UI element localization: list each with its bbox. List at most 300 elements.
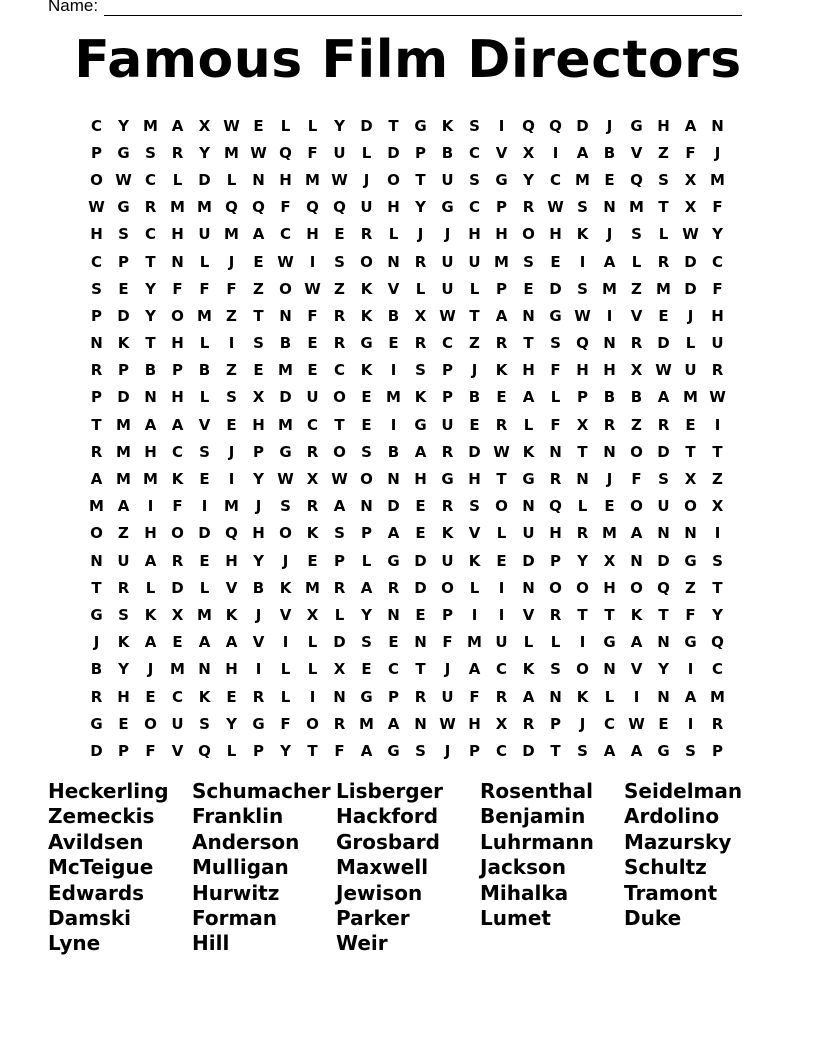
grid-letter: H (171, 388, 184, 407)
grid-letter: A (333, 497, 346, 516)
grid-letter: M (305, 170, 320, 189)
grid-row (83, 547, 731, 574)
grid-letter: I (579, 633, 586, 652)
grid-letter: N (252, 170, 265, 189)
grid-letter: H (225, 551, 238, 570)
grid-letter: J (444, 741, 451, 760)
grid-letter: A (387, 714, 400, 733)
grid-letter: W (655, 361, 672, 380)
grid-letter: N (333, 687, 346, 706)
grid-letter: T (469, 306, 480, 325)
grid-letter: N (198, 660, 211, 679)
grid-letter: A (522, 388, 535, 407)
grid-letter: D (279, 388, 292, 407)
name-field[interactable] (48, 0, 742, 16)
grid-letter: W (547, 198, 564, 217)
grid-letter: L (415, 279, 426, 298)
word-column (624, 779, 768, 957)
grid-letter: S (685, 741, 696, 760)
grid-letter: B (603, 388, 616, 407)
grid-letter: N (549, 687, 562, 706)
grid-letter: Y (145, 306, 156, 325)
grid-letter: G (441, 470, 454, 489)
grid-letter: P (91, 306, 102, 325)
grid-letter: Z (226, 361, 237, 380)
grid-letter: K (117, 633, 130, 652)
grid-letter: V (171, 741, 184, 760)
grid-letter: C (441, 334, 453, 353)
grid-letter: D (576, 116, 589, 135)
grid-letter: T (91, 415, 102, 434)
grid-letter: O (522, 225, 535, 244)
grid-letter: I (552, 143, 559, 162)
grid-letter: G (522, 470, 535, 489)
grid-letter: I (471, 605, 478, 624)
word-list (48, 779, 768, 957)
word-item: Seidelman (624, 779, 743, 803)
grid-letter: N (522, 578, 535, 597)
grid-letter: A (684, 687, 697, 706)
grid-letter: D (414, 551, 427, 570)
grid-letter: C (711, 252, 723, 271)
grid-letter: C (333, 361, 345, 380)
grid-letter: Y (253, 551, 264, 570)
grid-letter: M (602, 524, 617, 543)
grid-letter: T (658, 198, 669, 217)
grid-letter: H (549, 225, 562, 244)
grid-letter: V (522, 605, 535, 624)
grid-letter: L (577, 497, 588, 516)
grid-letter: R (333, 578, 346, 597)
grid-letter: S (469, 170, 480, 189)
word-item: Duke (624, 905, 682, 930)
grid-row (83, 683, 731, 710)
grid-letter: Y (334, 116, 345, 135)
grid-letter: A (684, 116, 697, 135)
grid-letter: R (144, 198, 157, 217)
word-column (48, 779, 192, 957)
grid-letter: M (170, 198, 185, 217)
grid-letter: D (414, 578, 427, 597)
grid-letter: I (147, 497, 154, 516)
grid-letter: B (603, 143, 616, 162)
grid-row (83, 275, 731, 302)
grid-letter: G (117, 198, 130, 217)
grid-letter: N (90, 334, 103, 353)
grid-letter: F (712, 279, 723, 298)
grid-letter: S (334, 252, 345, 271)
grid-letter: V (630, 306, 643, 325)
grid-letter: O (576, 578, 589, 597)
grid-letter: G (441, 198, 454, 217)
grid-letter: R (495, 687, 508, 706)
grid-letter: U (522, 524, 535, 543)
word-item: Forman (192, 905, 278, 930)
grid-letter: N (576, 470, 589, 489)
grid-row (83, 656, 731, 683)
grid-letter: M (143, 116, 158, 135)
grid-letter: S (550, 660, 561, 679)
name-underline[interactable] (104, 0, 742, 16)
grid-letter: U (441, 252, 454, 271)
grid-letter: V (495, 143, 508, 162)
grid-letter: U (657, 497, 670, 516)
grid-letter: O (360, 470, 373, 489)
grid-letter: M (575, 170, 590, 189)
grid-letter: H (711, 306, 724, 325)
grid-letter: K (522, 442, 535, 461)
grid-letter: Q (576, 334, 589, 353)
grid-row (83, 112, 731, 139)
grid-row (83, 493, 731, 520)
grid-letter: S (523, 252, 534, 271)
grid-letter: E (658, 306, 669, 325)
grid-letter: S (712, 551, 723, 570)
grid-letter: N (387, 252, 400, 271)
grid-letter: C (144, 170, 156, 189)
grid-letter: L (280, 116, 291, 135)
grid-letter: Y (118, 660, 129, 679)
grid-letter: A (468, 660, 481, 679)
grid-letter: P (415, 143, 426, 162)
grid-letter: Y (199, 143, 210, 162)
grid-letter: D (90, 741, 103, 760)
grid-letter: J (606, 225, 613, 244)
grid-letter: V (630, 660, 643, 679)
grid-letter: E (253, 116, 264, 135)
grid-letter: U (441, 170, 454, 189)
grid-letter: S (469, 497, 480, 516)
grid-letter: S (118, 225, 129, 244)
grid-letter: M (224, 225, 239, 244)
grid-letter: T (307, 741, 318, 760)
grid-letter: A (360, 741, 373, 760)
grid-letter: H (171, 225, 184, 244)
grid-letter: Y (415, 198, 426, 217)
grid-letter: Y (712, 605, 723, 624)
grid-letter: S (253, 334, 264, 353)
grid-letter: V (468, 524, 481, 543)
grid-letter: N (522, 497, 535, 516)
grid-letter: Q (549, 497, 562, 516)
grid-row (83, 330, 731, 357)
grid-letter: D (684, 279, 697, 298)
grid-letter: O (279, 279, 292, 298)
grid-letter: T (415, 660, 426, 679)
grid-letter: N (657, 633, 670, 652)
grid-letter: L (199, 578, 210, 597)
grid-letter: C (468, 198, 480, 217)
grid-letter: B (387, 306, 400, 325)
word-item: Rosenthal (480, 779, 593, 803)
grid-letter: Y (226, 714, 237, 733)
grid-letter: M (710, 687, 725, 706)
grid-letter: W (709, 388, 726, 407)
grid-letter: L (199, 388, 210, 407)
grid-letter: O (630, 578, 643, 597)
grid-letter: W (277, 252, 294, 271)
grid-letter: R (630, 334, 643, 353)
grid-letter: V (630, 143, 643, 162)
grid-row (83, 574, 731, 601)
grid-letter: K (576, 225, 589, 244)
grid-letter: G (90, 605, 103, 624)
grid-letter: H (387, 198, 400, 217)
grid-letter: R (657, 415, 670, 434)
grid-row (83, 520, 731, 547)
grid-letter: L (361, 143, 372, 162)
grid-letter: A (522, 687, 535, 706)
grid-letter: E (415, 524, 426, 543)
grid-letter: N (414, 633, 427, 652)
grid-letter: A (603, 252, 616, 271)
grid-letter: H (144, 442, 157, 461)
grid-letter: S (658, 470, 669, 489)
grid-letter: L (523, 633, 534, 652)
grid-letter: M (305, 578, 320, 597)
grid-letter: R (657, 252, 670, 271)
grid-letter: K (360, 279, 373, 298)
grid-letter: R (90, 687, 103, 706)
grid-letter: L (388, 225, 399, 244)
grid-letter: M (602, 279, 617, 298)
grid-letter: A (117, 497, 130, 516)
grid-letter: Q (549, 116, 562, 135)
grid-letter: D (549, 279, 562, 298)
grid-letter: L (685, 334, 696, 353)
grid-letter: C (549, 170, 561, 189)
grid-letter: A (144, 415, 157, 434)
grid-letter: O (387, 170, 400, 189)
word-column (480, 779, 624, 957)
word-item: Mulligan (192, 855, 289, 880)
grid-letter: D (333, 633, 346, 652)
grid-letter: S (415, 361, 426, 380)
grid-letter: R (711, 361, 724, 380)
grid-letter: H (279, 170, 292, 189)
grid-letter: N (522, 306, 535, 325)
grid-letter: F (226, 279, 237, 298)
grid-letter: U (441, 551, 454, 570)
word-item: Damski (48, 905, 131, 930)
grid-letter: Z (334, 279, 345, 298)
grid-letter: L (172, 170, 183, 189)
grid-letter: I (714, 415, 721, 434)
grid-letter: O (279, 524, 292, 543)
grid-letter: Y (523, 170, 534, 189)
grid-letter: Q (225, 524, 238, 543)
grid-letter: N (657, 524, 670, 543)
grid-letter: C (90, 252, 102, 271)
grid-letter: N (711, 116, 724, 135)
grid-letter: V (225, 578, 238, 597)
grid-letter: O (360, 252, 373, 271)
grid-letter: F (685, 143, 696, 162)
grid-letter: K (279, 578, 292, 597)
grid-letter: O (171, 306, 184, 325)
grid-letter: F (145, 741, 156, 760)
grid-letter: A (414, 442, 427, 461)
word-item: Edwards (48, 880, 145, 905)
grid-letter: G (90, 714, 103, 733)
grid-letter: T (712, 442, 723, 461)
grid-letter: O (90, 170, 103, 189)
grid-letter: N (414, 714, 427, 733)
grid-letter: D (198, 524, 211, 543)
grid-letter: T (604, 605, 615, 624)
grid-letter: I (687, 660, 694, 679)
grid-letter: F (307, 143, 318, 162)
grid-letter: K (441, 116, 454, 135)
grid-letter: E (253, 361, 264, 380)
grid-letter: E (226, 415, 237, 434)
grid-letter: F (442, 633, 453, 652)
grid-letter: J (471, 361, 478, 380)
grid-letter: S (577, 198, 588, 217)
word-item: Lumet (480, 905, 551, 930)
grid-letter: X (684, 198, 697, 217)
grid-letter: K (225, 605, 238, 624)
grid-row (83, 139, 731, 166)
grid-letter: E (658, 714, 669, 733)
grid-letter: W (223, 116, 240, 135)
grid-letter: E (307, 334, 318, 353)
grid-letter: D (657, 551, 670, 570)
grid-letter: U (468, 252, 481, 271)
grid-letter: K (198, 687, 211, 706)
grid-letter: O (171, 524, 184, 543)
grid-letter: S (334, 524, 345, 543)
grid-letter: S (577, 741, 588, 760)
grid-letter: H (414, 470, 427, 489)
grid-letter: G (414, 415, 427, 434)
grid-letter: G (603, 633, 616, 652)
grid-row (83, 465, 731, 492)
grid-letter: N (144, 388, 157, 407)
grid-letter: X (684, 170, 697, 189)
grid-letter: R (171, 551, 184, 570)
grid-letter: W (628, 714, 645, 733)
grid-letter: H (468, 714, 481, 733)
grid-letter: D (657, 442, 670, 461)
grid-letter: E (118, 714, 129, 733)
grid-letter: F (469, 687, 480, 706)
grid-letter: M (494, 252, 509, 271)
grid-letter: F (631, 470, 642, 489)
grid-letter: E (685, 415, 696, 434)
grid-letter: H (522, 361, 535, 380)
grid-letter: G (684, 633, 697, 652)
grid-letter: N (279, 306, 292, 325)
word-item: Anderson (192, 829, 300, 854)
grid-letter: I (390, 361, 397, 380)
grid-letter: A (360, 578, 373, 597)
grid-letter: B (252, 578, 265, 597)
grid-letter: I (309, 252, 316, 271)
word-item: Grosbard (336, 829, 440, 854)
word-item: Franklin (192, 804, 284, 829)
grid-letter: H (90, 225, 103, 244)
grid-letter: C (603, 714, 615, 733)
grid-letter: U (441, 687, 454, 706)
grid-letter: C (495, 741, 507, 760)
grid-letter: G (360, 334, 373, 353)
grid-letter: M (197, 605, 212, 624)
grid-letter: R (414, 252, 427, 271)
grid-letter: F (280, 714, 291, 733)
grid-letter: L (523, 415, 534, 434)
grid-letter: Q (252, 198, 265, 217)
grid-letter: I (228, 334, 235, 353)
grid-letter: R (333, 334, 346, 353)
word-item: Jackson (480, 855, 566, 880)
grid-letter: H (171, 334, 184, 353)
grid-letter: N (171, 252, 184, 271)
grid-letter: F (712, 198, 723, 217)
grid-letter: F (172, 497, 183, 516)
grid-letter: J (606, 116, 613, 135)
grid-letter: O (333, 442, 346, 461)
grid-letter: Y (658, 660, 669, 679)
grid-letter: C (90, 116, 102, 135)
grid-row (83, 737, 731, 764)
grid-letter: L (307, 633, 318, 652)
grid-letter: A (144, 633, 157, 652)
grid-letter: G (387, 741, 400, 760)
grid-letter: T (253, 306, 264, 325)
word-item: McTeigue (48, 855, 154, 880)
grid-letter: I (687, 714, 694, 733)
grid-letter: M (386, 388, 401, 407)
grid-letter: W (493, 442, 510, 461)
grid-letter: U (441, 415, 454, 434)
grid-letter: D (117, 388, 130, 407)
grid-letter: H (603, 361, 616, 380)
grid-letter: B (90, 660, 103, 679)
word-item: Lisberger (336, 779, 443, 803)
grid-letter: W (574, 306, 591, 325)
grid-letter: I (255, 660, 262, 679)
grid-letter: N (387, 605, 400, 624)
grid-letter: J (255, 605, 262, 624)
word-item: Tramont (624, 880, 718, 905)
grid-letter: R (333, 306, 346, 325)
grid-letter: T (91, 578, 102, 597)
grid-letter: R (711, 714, 724, 733)
grid-letter: N (360, 497, 373, 516)
grid-letter: E (307, 361, 318, 380)
word-item: Mihalka (480, 880, 569, 905)
grid-letter: H (657, 116, 670, 135)
grid-letter: L (658, 225, 669, 244)
grid-letter: J (444, 660, 451, 679)
grid-letter: E (226, 687, 237, 706)
grid-letter: L (550, 633, 561, 652)
word-column (192, 779, 336, 957)
grid-letter: S (361, 442, 372, 461)
grid-letter: P (469, 741, 480, 760)
grid-letter: S (199, 442, 210, 461)
grid-letter: M (278, 361, 293, 380)
word-item: Jewison (336, 880, 423, 905)
grid-letter: K (360, 361, 373, 380)
grid-letter: M (710, 170, 725, 189)
name-label: Name: (48, 0, 99, 15)
grid-letter: K (360, 306, 373, 325)
grid-letter: S (145, 143, 156, 162)
grid-letter: A (252, 225, 265, 244)
grid-letter: I (498, 578, 505, 597)
